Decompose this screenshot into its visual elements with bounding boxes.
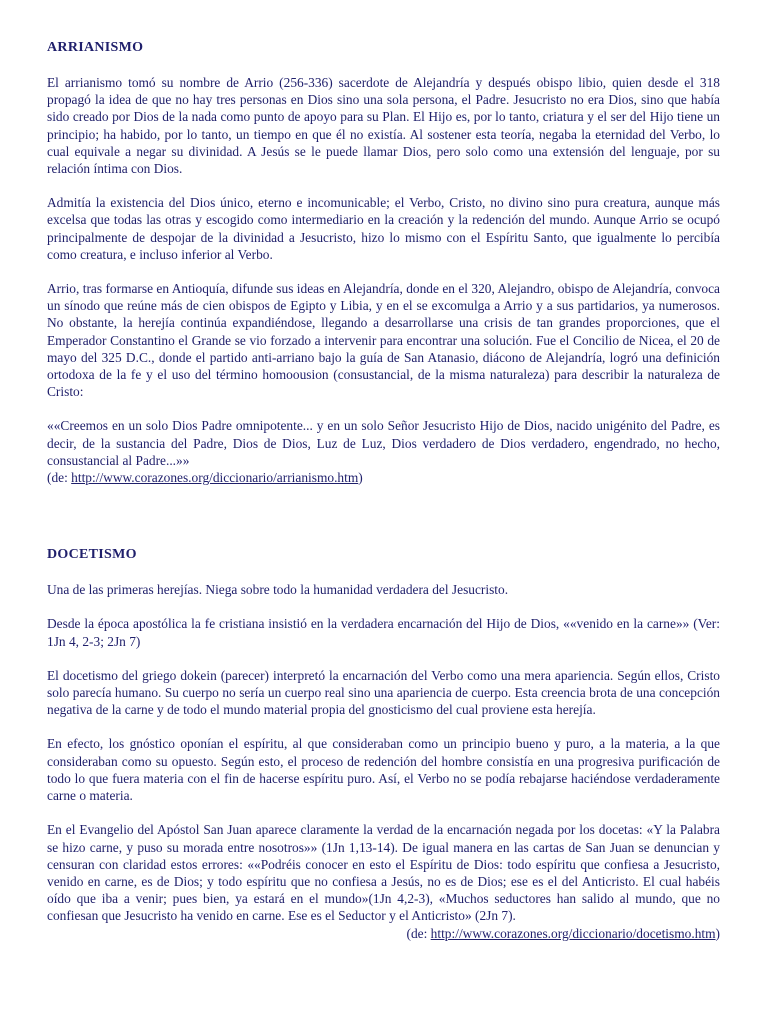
source-citation-arrianismo xyxy=(47,469,720,486)
paragraph: El docetismo del griego dokein (parecer) interpretó la encarnación del Verbo como una mera apariencia. Según ellos, Cristo solo parecía humano. Su cuerpo no sería un cuerpo real sino una apariencia de cuerpo. Esta creencia brota de una concepción negativa de la carne y de todo el mundo material propia del gnosticismo del cual proviene esta herejía. xyxy=(47,667,720,718)
source-suffix: ) xyxy=(715,925,720,941)
paragraph: Una de las primeras herejías. Niega sobre todo la humanidad verdadera del Jesucristo. xyxy=(47,582,509,598)
paragraph: Desde la época apostólica la fe cristiana insistió en la verdadera encarnación del Hijo de Dios, ««venido en la carne»» (Ver: 1Jn 4, 2-3; 2Jn 7) xyxy=(47,616,720,649)
section-docetismo xyxy=(47,547,720,941)
section-title-docetismo: DOCETISMO xyxy=(47,547,137,563)
source-link-docetismo[interactable]: http://www.corazones.org/diccionario/docetismo.htm xyxy=(430,925,716,941)
section-title-arrianismo: ARRIANISMO xyxy=(47,40,144,55)
source-suffix: ) xyxy=(358,470,363,486)
source-citation-docetismo xyxy=(47,925,720,942)
section-arrianismo xyxy=(47,40,720,486)
source-link-arrianismo[interactable]: http://www.corazones.org/diccionario/arrianismo.htm xyxy=(71,470,359,486)
paragraph: En el Evangelio del Apóstol San Juan aparece claramente la verdad de la encarnación negada por los docetas: «Y la Palabra se hizo carne, y puso su morada entre nosotros»» (1Jn 1,13-14). De igual manera en las cartas de San Juan se denuncian y censuran con claridad estos errores: ««Podréis conocer en esto el Espíritu de Dios: todo espíritu que confiesa a Jesucristo, venido en carne, es de Dios; y todo espíritu que no confiesa a Jesús, no es de Dios; ese es el del Anticristo. El cual habéis oído que iba a venir; pues bien, ya estará en el mundo»(1Jn 4,2-3), «Muchos seductores han salido al mundo, que no confiesan que Jesucristo ha venido en carne. Ese es el Seductor y el Anticristo» (2Jn 7). xyxy=(47,822,720,924)
source-prefix: (de: xyxy=(406,925,431,941)
paragraph: Admitía la existencia del Dios único, eterno e incomunicable; el Verbo, Cristo, no divino sino pura creatura, aunque más excelsa que todas las otras y escogido como intermediario en la creación y la redención del mundo. Aunque Arrio se ocupó principalmente de despojar de la divinidad a Jesucristo, hizo lo mismo con el Espíritu Santo, que igualmente lo percibía como creatura, e incluso inferior al Verbo. xyxy=(47,195,720,262)
nicene-quote: ««Creemos en un solo Dios Padre omnipotente... y en un solo Señor Jesucristo Hijo de Dios, nacido unigénito del Padre, es decir, de la sustancia del Padre, Dios de Dios, Luz de Luz, Dios verdadero de Dios verdadero, engendrado, no hecho, consustancial al Padre...»» xyxy=(47,418,720,468)
paragraph: El arrianismo tomó su nombre de Arrio (256-336) sacerdote de Alejandría y después obispo libio, quien desde el 318 propagó la idea de que no hay tres personas en Dios sino una sola persona, el Padre. Jesucristo no era Dios, sino que había sido creado por Dios de la nada como punto de apoyo para su Plan. El Hijo es, por lo tanto, criatura y el ser del Hijo tiene un principio; ha habido, por lo tanto, un tiempo en que él no existía. Al sostener esta teoría, negaba la eternidad del Verbo, lo cual equivale a negar su divinidad. A Jesús se le puede llamar Dios, pero solo como una extensión del lenguaje, por su relación íntima con Dios. xyxy=(47,75,720,177)
paragraph: En efecto, los gnóstico oponían el espíritu, al que consideraban como un principio bueno y puro, a la materia, a la que consideraban como su opuesto. Según esto, el proceso de redención del hombre consistía en una progresiva purificación de todo lo que fuera materia con el fin de hacerse espíritu puro. Así, el Verbo no se podía rebajarse haciéndose verdaderamente carne o materia. xyxy=(47,736,720,804)
paragraph: Arrio, tras formarse en Antioquía, difunde sus ideas en Alejandría, donde en el 320, Alejandro, obispo de Alejandría, convoca un sínodo que reúne más de cien obispos de Egipto y Libia, y en el se excomulga a Arrio y a sus partidarios, ya numerosos. No obstante, la herejía continúa expandiéndose, llegando a desarrollarse una crisis de tan grandes proporciones, que el Emperador Constantino el Grande se vio forzado a intervenir para encontrar una solución. Fue el Concilio de Nicea, el 20 de mayo del 325 D.C., donde el partido anti-arriano bajo la guía de San Atanasio, diácono de Alejandría, logró una definición ortodoxa de la fe y el uso del término homoousion (consustancial, de la misma naturaleza) para describir la naturaleza de Cristo: xyxy=(47,281,720,400)
source-prefix: (de: xyxy=(47,470,72,486)
